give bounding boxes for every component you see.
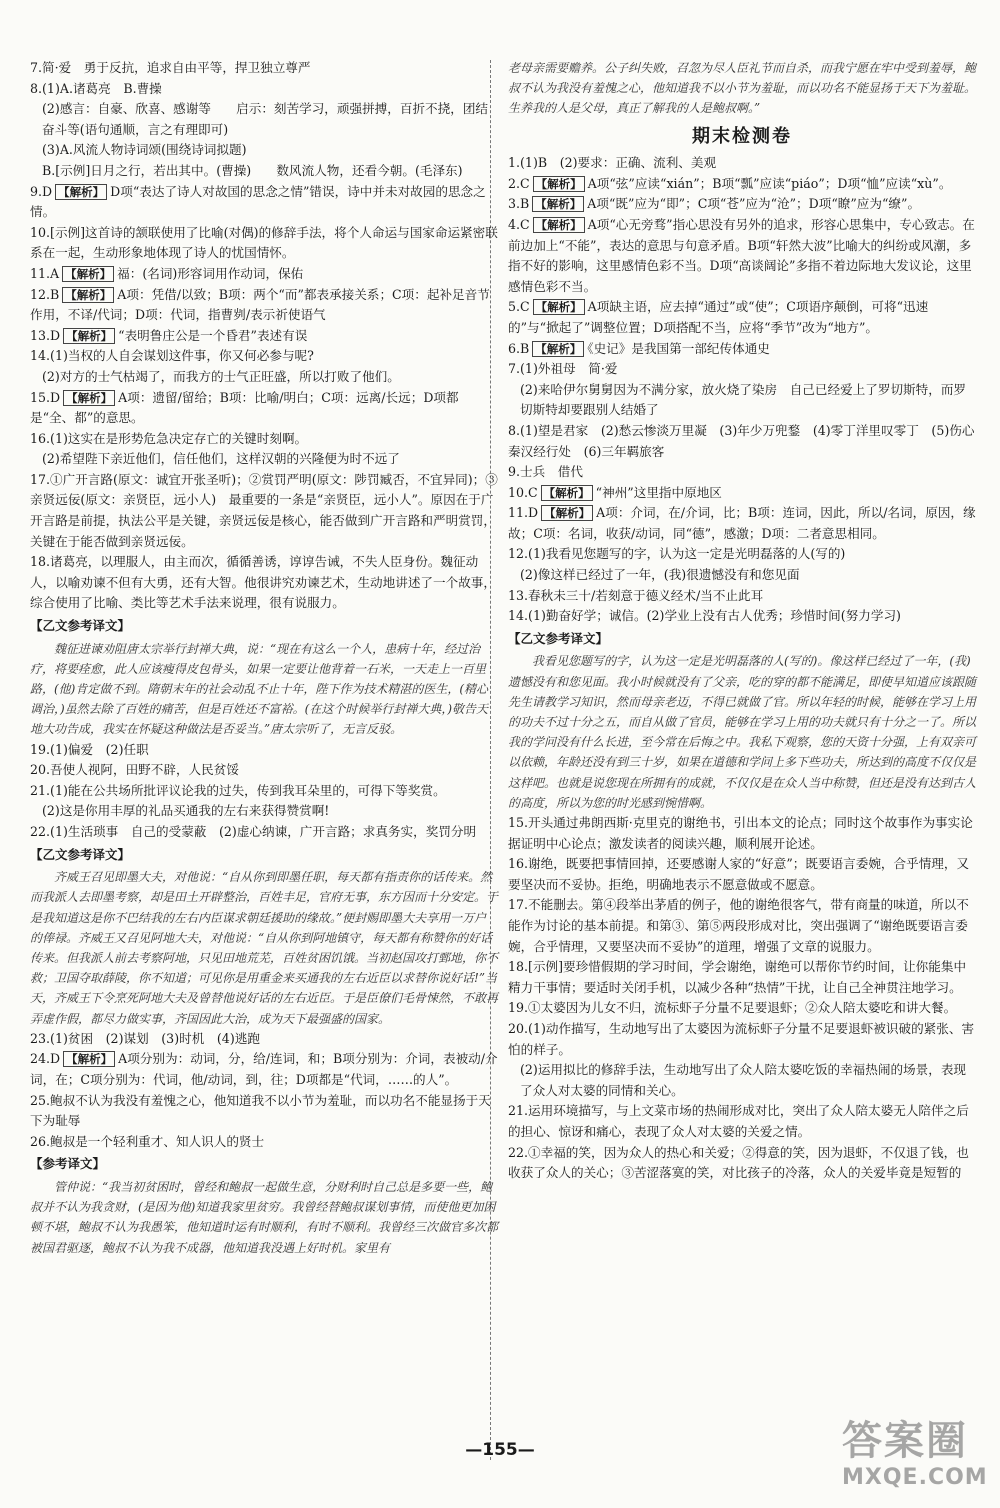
analysis-tag: 【解析】 (63, 328, 115, 344)
answer-line: 25.鲍叔不认为我没有羞愧之心，他知道我不以小节为羞耻，而以功名不能显扬于天下为耻辱 (30, 1092, 491, 1129)
analysis-tag: 【解析】 (533, 176, 585, 192)
analysis-tag: 【解析】 (541, 485, 593, 501)
answer-item (508, 174, 976, 195)
translation-header: 【乙文参考译文】 (30, 846, 131, 862)
answer-text: D项“表达了诗人对故国的思念之情”错误，诗中并未对故园的思念之情。 (30, 183, 486, 220)
answer-item (508, 194, 976, 215)
answer-text: A项“既”应为“即”；C项“苍”应为“沧”；D项“瞭”应为“缭”。 (587, 196, 921, 212)
left-column (30, 58, 498, 1258)
answer-item (30, 326, 498, 347)
answer-number: 4.C (508, 216, 530, 232)
answer-number: 10.C (508, 484, 538, 500)
answer-item (30, 264, 498, 285)
answer-line: 7.(1)外祖母 简·爱 (508, 361, 618, 377)
answer-text: A项：凭借/以致；B项：两个“而”都表承接关系；C项：起补足音节作用，不译/代词；D项：代词，指曹刿/表示祈使语气 (30, 286, 490, 323)
answer-line: 14.(1)当权的人自会谋划这件事，你又何必参与呢? (30, 348, 314, 364)
answer-number: 6.B (508, 340, 530, 356)
answer-line: 15.开头通过弗朗西斯·克里克的谢绝书，引出本文的论点；同时这个故事作为事实论据证明中心论点；激发读者的阅读兴趣，顺利展开论述。 (508, 815, 973, 851)
answer-line: 9.士兵 借代 (508, 464, 583, 480)
answer-item (508, 339, 976, 360)
answer-line: (2)对方的士气枯竭了，而我方的士气正旺盛，所以打败了他们。 (42, 368, 400, 384)
answer-line: (2)来哈伊尔舅舅因为不满分家，放火烧了染房 自己已经爱上了罗切斯特，而罗切斯特却要跟别人结婚了 (520, 381, 967, 418)
section-title: 期末检测卷 (692, 125, 792, 147)
answer-line: 7.简·爱 勇于反抗，追求自由平等，捍卫独立尊严 (30, 60, 311, 75)
answer-line: 16.(1)这实在是形势危急决定存亡的关键时刻啊。 (30, 430, 308, 446)
right-column (508, 58, 976, 1184)
translation-text: 管仲说：“我当初贫困时，曾经和鲍叔一起做生意，分财利时自己总是多要一些，鲍叔并不认为我贪财，(是因为他)知道我家里贫穷。我曾经替鲍叔谋划事情，而使他更加困顿不堪，鲍叔不认为我愚笨，他知道时运有时顺利，有时不顺利。我曾经三次做官多次都被国君驱逐，鲍叔不认为我不成器，他知道我没遇上好时机。家里有 (30, 1179, 499, 1255)
answer-line: 22.(1)生活琐事 自己的受蒙蔽 (2)虚心纳谏，广开言路；求真务实，奖罚分明 (30, 824, 477, 840)
answer-number: 12.B (30, 286, 60, 302)
answer-line: 8.(1)望是君家 (2)愁云惨淡万里凝 (3)年少万兜鍪 (4)零丁洋里叹零丁 (5)伤心秦汉经行处 (6)三年羁旅客 (508, 422, 975, 459)
answer-text: 《史记》是我国第一部纪传体通史 (587, 340, 770, 356)
answer-text: “神州”这里指中原地区 (595, 484, 722, 500)
answer-line: 19.(1)偏爱 (2)任职 (30, 741, 149, 757)
answer-line: (2)像这样已经过了一年，(我)很遗憾没有和您见面 (520, 567, 800, 583)
answer-line: 8.(1)A.诸葛亮 B.曹操 (30, 80, 162, 96)
answer-number: 5.C (508, 299, 530, 315)
answer-line: 13.春秋未三十/若刻意于德义经术/当不止此耳 (508, 587, 764, 603)
answer-line: 22.①幸福的笑，因为众人的热心和关爱；②得意的笑，因为退虾，不仅退了钱，也收获了众人的关心；③苦涩落寞的笑，对比孩子的冷落，众人的关爱毕竟是短暂的 (508, 1144, 969, 1181)
page-number: —155— (465, 1440, 535, 1460)
answer-number: 15.D (30, 389, 61, 405)
answer-line: 17.不能删去。第④段举出茅盾的例子，他的谢绝很客气，带有商量的味道，所以不能作为讨论的基本前提。和第③、第⑤两段形成对比，突出强调了“谢绝既要语言委婉，合乎情理，又要坚决而不妥协”的道理，增强了文章的说服力。 (508, 897, 969, 954)
analysis-tag: 【解析】 (62, 266, 114, 282)
answer-item (508, 483, 976, 504)
translation-text: 魏征进谏劝阻唐太宗举行封禅大典，说：“现在有这么一个人，患病十年，经过治疗，将要痊愈，此人应该瘦得皮包骨头，如果一定要让他背着一石米，一天走上一百里路，(他)肯定做不到。隋朝末年的社会动乱不止十年，陛下作为技术精湛的医生，(精心调治，)虽然去除了百姓的痛苦，但是百姓还不富裕。(在这个时候举行封禅大典，)敬告天地大功告成，我实在怀疑这种做法是否妥当。”唐太宗听了，无言反驳。 (30, 641, 489, 737)
answer-item (508, 215, 976, 297)
answer-number: 9.D (30, 183, 53, 199)
answer-number: 3.B (508, 196, 530, 212)
answer-line: B.[示例]日月之行，若出其中。(曹操) 数风流人物，还看今朝。(毛泽东) (42, 162, 463, 178)
answer-text: A项分别为：动词，分，给/连词，和；B项分别为：介词，表被动/介词，在；C项分别为：代词，他/动词，到，往；D项都是“代词，……的人”。 (30, 1051, 498, 1088)
answer-number: 2.C (508, 175, 530, 191)
analysis-tag: 【解析】 (63, 390, 115, 406)
answer-line: 14.(1)勤奋好学；诚信。(2)学业上没有古人优秀；珍惜时间(努力学习) (508, 608, 901, 624)
analysis-tag: 【解析】 (62, 287, 114, 303)
answer-line: (2)希望陛下亲近他们，信任他们，这样汉朝的兴隆便为时不远了 (42, 451, 400, 467)
answer-line: 23.(1)贫困 (2)谋划 (3)时机 (4)逃跑 (30, 1030, 260, 1046)
answer-line: 21.(1)能在公共场所批评议论我的过失，传到我耳朵里的，可得下等奖赏。 (30, 782, 446, 798)
answer-line: (2)这是你用丰厚的礼品买通我的左右来获得赞赏啊! (42, 803, 330, 819)
answer-line: (2)运用拟比的修辞手法，生动地写出了众人陪太婆吃饭的幸福热闹的场景，表现了众人对太婆的同情和关心。 (520, 1062, 967, 1098)
answer-text: A项：介词，在/介词，比；B项：连词，因此，所以/名词，原因，缘故；C项：名词，收获/动词，同“德”，感激；D项：二者意思相同。 (508, 505, 976, 541)
answer-line: 12.(1)我看见您题写的字，认为这一定是光明磊落的人(写的) (508, 546, 846, 562)
answer-line: 16.谢绝，既要把事情回掉，还要感谢人家的“好意”；既要语言委婉，合乎情理，又要坚决而不妥协。拒绝，明确地表示不愿意做或不愿意。 (508, 856, 970, 892)
answer-item (30, 182, 498, 223)
analysis-tag: 【解析】 (533, 217, 585, 233)
answer-number: 11.D (508, 505, 539, 521)
translation-text: 齐威王召见即墨大夫，对他说：“自从你到即墨任职，每天都有指责你的话传来。然而我派人去即墨考察，却是田土开辟整治，百姓丰足，官府无事，东方因而十分安定。于是我知道这是你不巴结我的左右内臣谋求朝廷援助的缘故。”便封赐即墨大夫享用一万户的俸禄。齐威王又召见阿地大夫，对他说：“自从你到阿地镇守，每天都有称赞你的好话传来。但我派人前去考察阿地，只见田地荒芜，百姓贫困饥饿。当初赵国攻打鄄地，你不救；卫国夺取薛陵，你不知道；可见你是用重金来买通我的左右近臣以求替你说好话!”当天，齐威王下令烹死阿地大夫及曾替他说好话的左右近臣。于是臣僚们毛骨悚然，不敢再弄虚作假，都尽力做实事，齐国因此大治，成为天下最强盛的国家。 (30, 870, 499, 1026)
analysis-tag: 【解析】 (63, 1051, 115, 1067)
analysis-tag: 【解析】 (532, 341, 584, 357)
translation-header: 【参考译文】 (30, 1156, 106, 1172)
answer-line: 20.(1)动作描写，生动地写出了太婆因为流标虾子分量不足要退虾被识破的紧张、害怕的样子。 (508, 1021, 975, 1057)
translation-text: 我看见您题写的字，认为这一定是光明磊落的人(写的)。像这样已经过了一年，(我)遗憾没有和您见面。我小时候就没有了父亲，吃的穿的都不能满足，即使早知道应该跟随先生请教学习知识，然而母亲老迈，不得已就做了官。所以年轻的时候，能够在学习上用的功夫不过十分之五，而自从做了官员，能够在学习上用的功夫就只有十分之一了。所以我的学问没有什么长进，至今常在后悔之中。我私下观察，您的天资十分强，上有双亲可以依赖，年龄还没有到三十岁，如果在道德和学问上多下些功夫，所达到的高度不仅仅是这样吧。也就是说您现在所拥有的成就，不仅仅是在众人当中称赞，但还是没有达到古人的高度，所以为您的时光感到惋惜啊。 (508, 654, 977, 810)
answer-text: 福：(名词)形容词用作动词，保佑 (117, 265, 304, 281)
answer-line: 10.[示例]这首诗的颔联使用了比喻(对偶)的修辞手法，将个人命运与国家命运紧密联系在一起，生动形象地体现了诗人的忧国情怀。 (30, 224, 498, 261)
answer-text: A项：遗留/留给；B项：比喻/明白；C项：远离/长远；D项都是“全、都”的意思。 (30, 389, 459, 426)
answer-item (508, 503, 976, 544)
answer-number: 24.D (30, 1051, 61, 1067)
answer-line: (3)A.风流人物诗词颂(围绕诗词拟题) (42, 142, 247, 158)
answer-number: 13.D (30, 327, 61, 343)
answer-text: A项缺主语，应去掉“通过”或“使”；C项语序颠倒，可将“迅速的”与“掀起了”调整位置；D项搭配不当，应将“季节”改为“地方”。 (508, 299, 929, 335)
watermark-logo (842, 1418, 992, 1504)
answer-item (30, 1049, 498, 1090)
answer-line: 18.[示例]要珍惜假期的学习时间，学会谢绝，谢绝可以帮你节约时间，让你能集中精力干事情；要适时关闭手机，以减少各种“热情”干扰，让自己全神贯注地学习。 (508, 959, 967, 995)
watermark-url: MXQE.COM (842, 1465, 988, 1490)
answer-number: 11.A (30, 265, 60, 281)
answer-text: “表明鲁庄公是一个昏君”表述有误 (118, 327, 308, 343)
translation-header: 【乙文参考译文】 (30, 618, 131, 634)
translation-text: 老母亲需要赡养。公子纠失败，召忽为尽人臣礼节而自杀，而我宁愿在牢中受到羞辱，鲍叔不认为我没有羞愧之心，他知道我不以小节为羞耻，而以功名不能显扬于天下为羞耻。生养我的人是父母，真正了解我的人是鲍叔啊。” (508, 61, 977, 116)
answer-line: 20.吾使人视阿，田野不辟，人民贫馁 (30, 762, 239, 778)
analysis-tag: 【解析】 (533, 299, 585, 315)
answer-item (30, 388, 498, 429)
analysis-tag: 【解析】 (541, 505, 593, 521)
watermark-text: 答案圈 (842, 1418, 968, 1464)
analysis-tag: 【解析】 (532, 196, 584, 212)
answer-line: (2)感言：自豪、欣喜、感谢等 启示：刻苦学习，顽强拼搏，百折不挠，团结奋斗等(语句通顺，言之有理即可) (42, 101, 489, 137)
answer-item (508, 297, 976, 338)
answer-text: A项“心无旁骛”指心思没有另外的追求，形容心思集中，专心致志。在前边加上“不能”，表达的意思与句意矛盾。B项“轩然大波”比喻大的纠纷或风潮，多指不好的影响，这里感情色彩不当。D项“高谈阔论”多指不着边际地大发议论，这里感情色彩不当。 (508, 216, 975, 294)
answer-text: A项“弦”应读“xián”；B项“瓢”应读“piáo”；D项“恤”应读“xù”。 (587, 175, 952, 191)
answer-line: 26.鲍叔是一个轻利重才、知人识人的贤士 (30, 1133, 265, 1149)
answer-line: 19.①太婆因为儿女不归，流标虾子分量不足要退虾；②众人陪太婆吃和讲大餐。 (508, 1000, 957, 1016)
analysis-tag: 【解析】 (55, 184, 107, 200)
answer-line: 21.运用环境描写，与上文菜市场的热闹形成对比，突出了众人陪太婆无人陪伴之后的担心、惊讶和痛心，表现了众人对太婆的关爱之情。 (508, 1103, 969, 1139)
answer-line: 18.诸葛亮，以理服人，由主而次，循循善诱，谆谆告诫，不失人臣身份。魏征动人，以喻劝谏不但有大勇，还有大智。他很讲究劝谏艺术，生动地讲述了一个故事，综合使用了比喻、类比等艺术手法来说理，很有说服力。 (30, 554, 496, 611)
answer-line: 1.(1)B (2)要求：正确、流利、美观 (508, 155, 717, 171)
answer-line: 17.①广开言路(原文：诚宜开张圣听)；②赏罚严明(原文：陟罚臧否，不宜异同)；③亲贤远佞(原文：亲贤臣，远小人) 最重要的一条是“亲贤臣，远小人”。原因在于广开言路是前提，执法公平是关键，亲贤远佞是核心，能否做到广开言路和严明赏罚，关键在于能否做到亲贤远佞。 (30, 471, 498, 549)
answer-item (30, 285, 498, 326)
translation-header: 【乙文参考译文】 (508, 630, 609, 646)
